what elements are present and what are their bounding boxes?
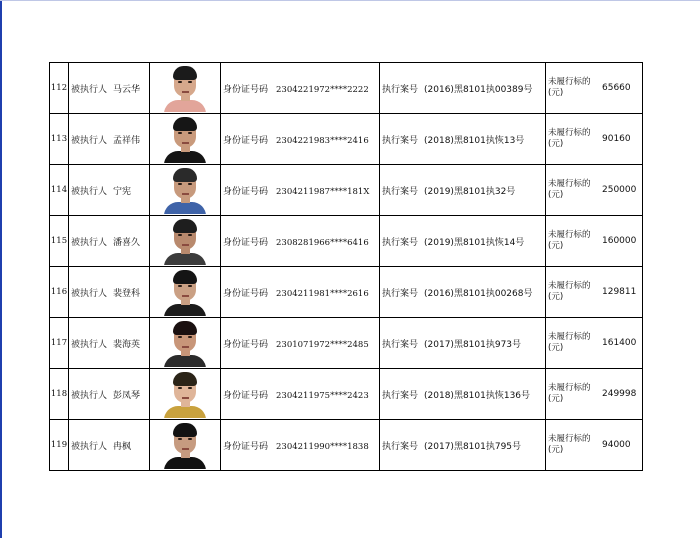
person-name: 冉枫 <box>113 441 132 452</box>
case-label: 执行案号 <box>382 441 419 452</box>
row-number: 113 <box>50 114 69 165</box>
photo-cell <box>150 369 221 420</box>
row-number: 116 <box>50 267 69 318</box>
photo-eye <box>178 387 182 389</box>
photo-cell <box>150 318 221 369</box>
case-number: (2018)黑8101执恢136号 <box>424 390 531 401</box>
id-cell <box>221 267 380 318</box>
amount-cell <box>546 369 643 420</box>
case-label: 执行案号 <box>382 237 419 248</box>
amount-label: 未履行标的(元) <box>548 77 591 98</box>
id-label: 身份证号码 <box>223 84 269 95</box>
amount-cell <box>546 267 643 318</box>
photo-shirt <box>164 151 206 163</box>
person-cell <box>69 420 150 471</box>
photo-mouth <box>182 346 189 348</box>
photo-eye <box>178 336 182 338</box>
case-number: (2016)黑8101执00389号 <box>424 84 533 95</box>
id-label: 身份证号码 <box>223 390 269 401</box>
page-top-edge <box>0 0 700 1</box>
photo-shirt <box>164 253 206 265</box>
person-cell <box>69 63 150 114</box>
photo-mouth <box>182 244 189 246</box>
id-cell <box>221 165 380 216</box>
case-number: (2019)黑8101执32号 <box>424 186 516 197</box>
photo-eye <box>188 132 192 134</box>
photo-eye <box>178 81 182 83</box>
case-cell <box>380 420 546 471</box>
id-number: 2304221983****2416 <box>276 135 369 146</box>
id-number: 2304221972****2222 <box>276 84 369 95</box>
person-label: 被执行人 <box>71 186 108 197</box>
amount-cell <box>546 420 643 471</box>
amount-value: 129811 <box>602 287 637 297</box>
photo-eye <box>178 132 182 134</box>
photo-eye <box>188 183 192 185</box>
id-label: 身份证号码 <box>223 135 269 146</box>
id-number: 2304211987****181X <box>276 186 370 197</box>
amount-label: 未履行标的(元) <box>548 230 591 251</box>
person-photo <box>162 64 208 112</box>
person-label: 被执行人 <box>71 339 108 350</box>
case-number: (2017)黑8101执795号 <box>424 441 522 452</box>
person-cell <box>69 267 150 318</box>
table-row <box>50 216 643 267</box>
person-photo <box>162 370 208 418</box>
photo-shirt <box>164 355 206 367</box>
photo-eye <box>188 81 192 83</box>
case-label: 执行案号 <box>382 135 419 146</box>
person-photo <box>162 268 208 316</box>
person-name: 彭凤琴 <box>113 390 141 401</box>
id-number: 2304211990****1838 <box>276 441 369 452</box>
photo-eye <box>178 438 182 440</box>
photo-cell <box>150 420 221 471</box>
row-number: 118 <box>50 369 69 420</box>
photo-eye <box>178 285 182 287</box>
photo-eye <box>188 438 192 440</box>
id-label: 身份证号码 <box>223 288 269 299</box>
amount-label: 未履行标的(元) <box>548 128 591 149</box>
photo-hair <box>173 372 197 386</box>
id-number: 2308281966****6416 <box>276 237 369 248</box>
photo-mouth <box>182 193 189 195</box>
case-cell <box>380 318 546 369</box>
photo-eye <box>188 387 192 389</box>
case-number: (2016)黑8101执00268号 <box>424 288 533 299</box>
photo-eye <box>178 234 182 236</box>
photo-shirt <box>164 457 206 469</box>
amount-cell <box>546 63 643 114</box>
amount-value: 250000 <box>602 185 637 195</box>
person-name: 马云华 <box>113 84 141 95</box>
amount-cell <box>546 165 643 216</box>
case-cell <box>380 216 546 267</box>
amount-label: 未履行标的(元) <box>548 383 591 404</box>
id-cell <box>221 420 380 471</box>
amount-value: 249998 <box>602 389 637 399</box>
person-cell <box>69 165 150 216</box>
case-label: 执行案号 <box>382 84 419 95</box>
id-number: 2301071972****2485 <box>276 339 369 350</box>
case-number: (2018)黑8101执恢13号 <box>424 135 525 146</box>
row-number: 117 <box>50 318 69 369</box>
photo-cell <box>150 267 221 318</box>
photo-hair <box>173 219 197 233</box>
amount-cell <box>546 114 643 165</box>
amount-cell <box>546 216 643 267</box>
person-cell <box>69 216 150 267</box>
photo-cell <box>150 114 221 165</box>
person-label: 被执行人 <box>71 237 108 248</box>
case-cell <box>380 114 546 165</box>
row-number: 119 <box>50 420 69 471</box>
row-number: 115 <box>50 216 69 267</box>
table-row <box>50 318 643 369</box>
case-label: 执行案号 <box>382 390 419 401</box>
person-label: 被执行人 <box>71 135 108 146</box>
photo-eye <box>188 285 192 287</box>
photo-hair <box>173 117 197 131</box>
id-number: 2304211981****2616 <box>276 288 369 299</box>
amount-label: 未履行标的(元) <box>548 281 591 302</box>
person-label: 被执行人 <box>71 288 108 299</box>
table-row <box>50 63 643 114</box>
table-row <box>50 420 643 471</box>
photo-cell <box>150 63 221 114</box>
table-row <box>50 114 643 165</box>
table-row <box>50 369 643 420</box>
photo-hair <box>173 66 197 80</box>
id-cell <box>221 318 380 369</box>
id-cell <box>221 369 380 420</box>
debtor-table <box>49 62 643 471</box>
photo-hair <box>173 168 197 182</box>
person-cell <box>69 114 150 165</box>
id-label: 身份证号码 <box>223 186 269 197</box>
id-label: 身份证号码 <box>223 237 269 248</box>
case-label: 执行案号 <box>382 288 419 299</box>
table-row <box>50 267 643 318</box>
photo-hair <box>173 321 197 335</box>
person-name: 裴登科 <box>113 288 141 299</box>
case-cell <box>380 63 546 114</box>
person-label: 被执行人 <box>71 84 108 95</box>
debtor-table-body <box>50 63 643 471</box>
amount-label: 未履行标的(元) <box>548 332 591 353</box>
case-number: (2017)黑8101执973号 <box>424 339 522 350</box>
page-edge <box>0 0 2 538</box>
photo-cell <box>150 216 221 267</box>
photo-shirt <box>164 202 206 214</box>
photo-mouth <box>182 91 189 93</box>
person-name: 宁宪 <box>113 186 132 197</box>
person-photo <box>162 421 208 469</box>
person-photo <box>162 115 208 163</box>
person-name: 孟祥伟 <box>113 135 141 146</box>
id-cell <box>221 63 380 114</box>
amount-value: 94000 <box>602 440 631 450</box>
id-cell <box>221 216 380 267</box>
photo-mouth <box>182 397 189 399</box>
person-photo <box>162 166 208 214</box>
person-photo <box>162 319 208 367</box>
amount-label: 未履行标的(元) <box>548 179 591 200</box>
case-cell <box>380 165 546 216</box>
photo-shirt <box>164 100 206 112</box>
person-name: 潘喜久 <box>113 237 141 248</box>
person-cell <box>69 369 150 420</box>
photo-hair <box>173 423 197 437</box>
photo-hair <box>173 270 197 284</box>
case-cell <box>380 267 546 318</box>
amount-label: 未履行标的(元) <box>548 434 591 455</box>
person-photo <box>162 217 208 265</box>
case-label: 执行案号 <box>382 186 419 197</box>
id-cell <box>221 114 380 165</box>
amount-value: 90160 <box>602 134 631 144</box>
person-cell <box>69 318 150 369</box>
photo-shirt <box>164 304 206 316</box>
photo-cell <box>150 165 221 216</box>
person-label: 被执行人 <box>71 441 108 452</box>
table-row <box>50 165 643 216</box>
amount-value: 65660 <box>602 83 631 93</box>
row-number: 114 <box>50 165 69 216</box>
id-label: 身份证号码 <box>223 441 269 452</box>
case-cell <box>380 369 546 420</box>
photo-mouth <box>182 142 189 144</box>
amount-value: 160000 <box>602 236 637 246</box>
person-name: 裴海英 <box>113 339 141 350</box>
amount-value: 161400 <box>602 338 637 348</box>
id-number: 2304211975****2423 <box>276 390 369 401</box>
photo-eye <box>188 234 192 236</box>
row-number: 112 <box>50 63 69 114</box>
case-label: 执行案号 <box>382 339 419 350</box>
photo-mouth <box>182 448 189 450</box>
photo-shirt <box>164 406 206 418</box>
photo-eye <box>178 183 182 185</box>
photo-mouth <box>182 295 189 297</box>
photo-eye <box>188 336 192 338</box>
id-label: 身份证号码 <box>223 339 269 350</box>
amount-cell <box>546 318 643 369</box>
case-number: (2019)黑8101执恢14号 <box>424 237 525 248</box>
person-label: 被执行人 <box>71 390 108 401</box>
